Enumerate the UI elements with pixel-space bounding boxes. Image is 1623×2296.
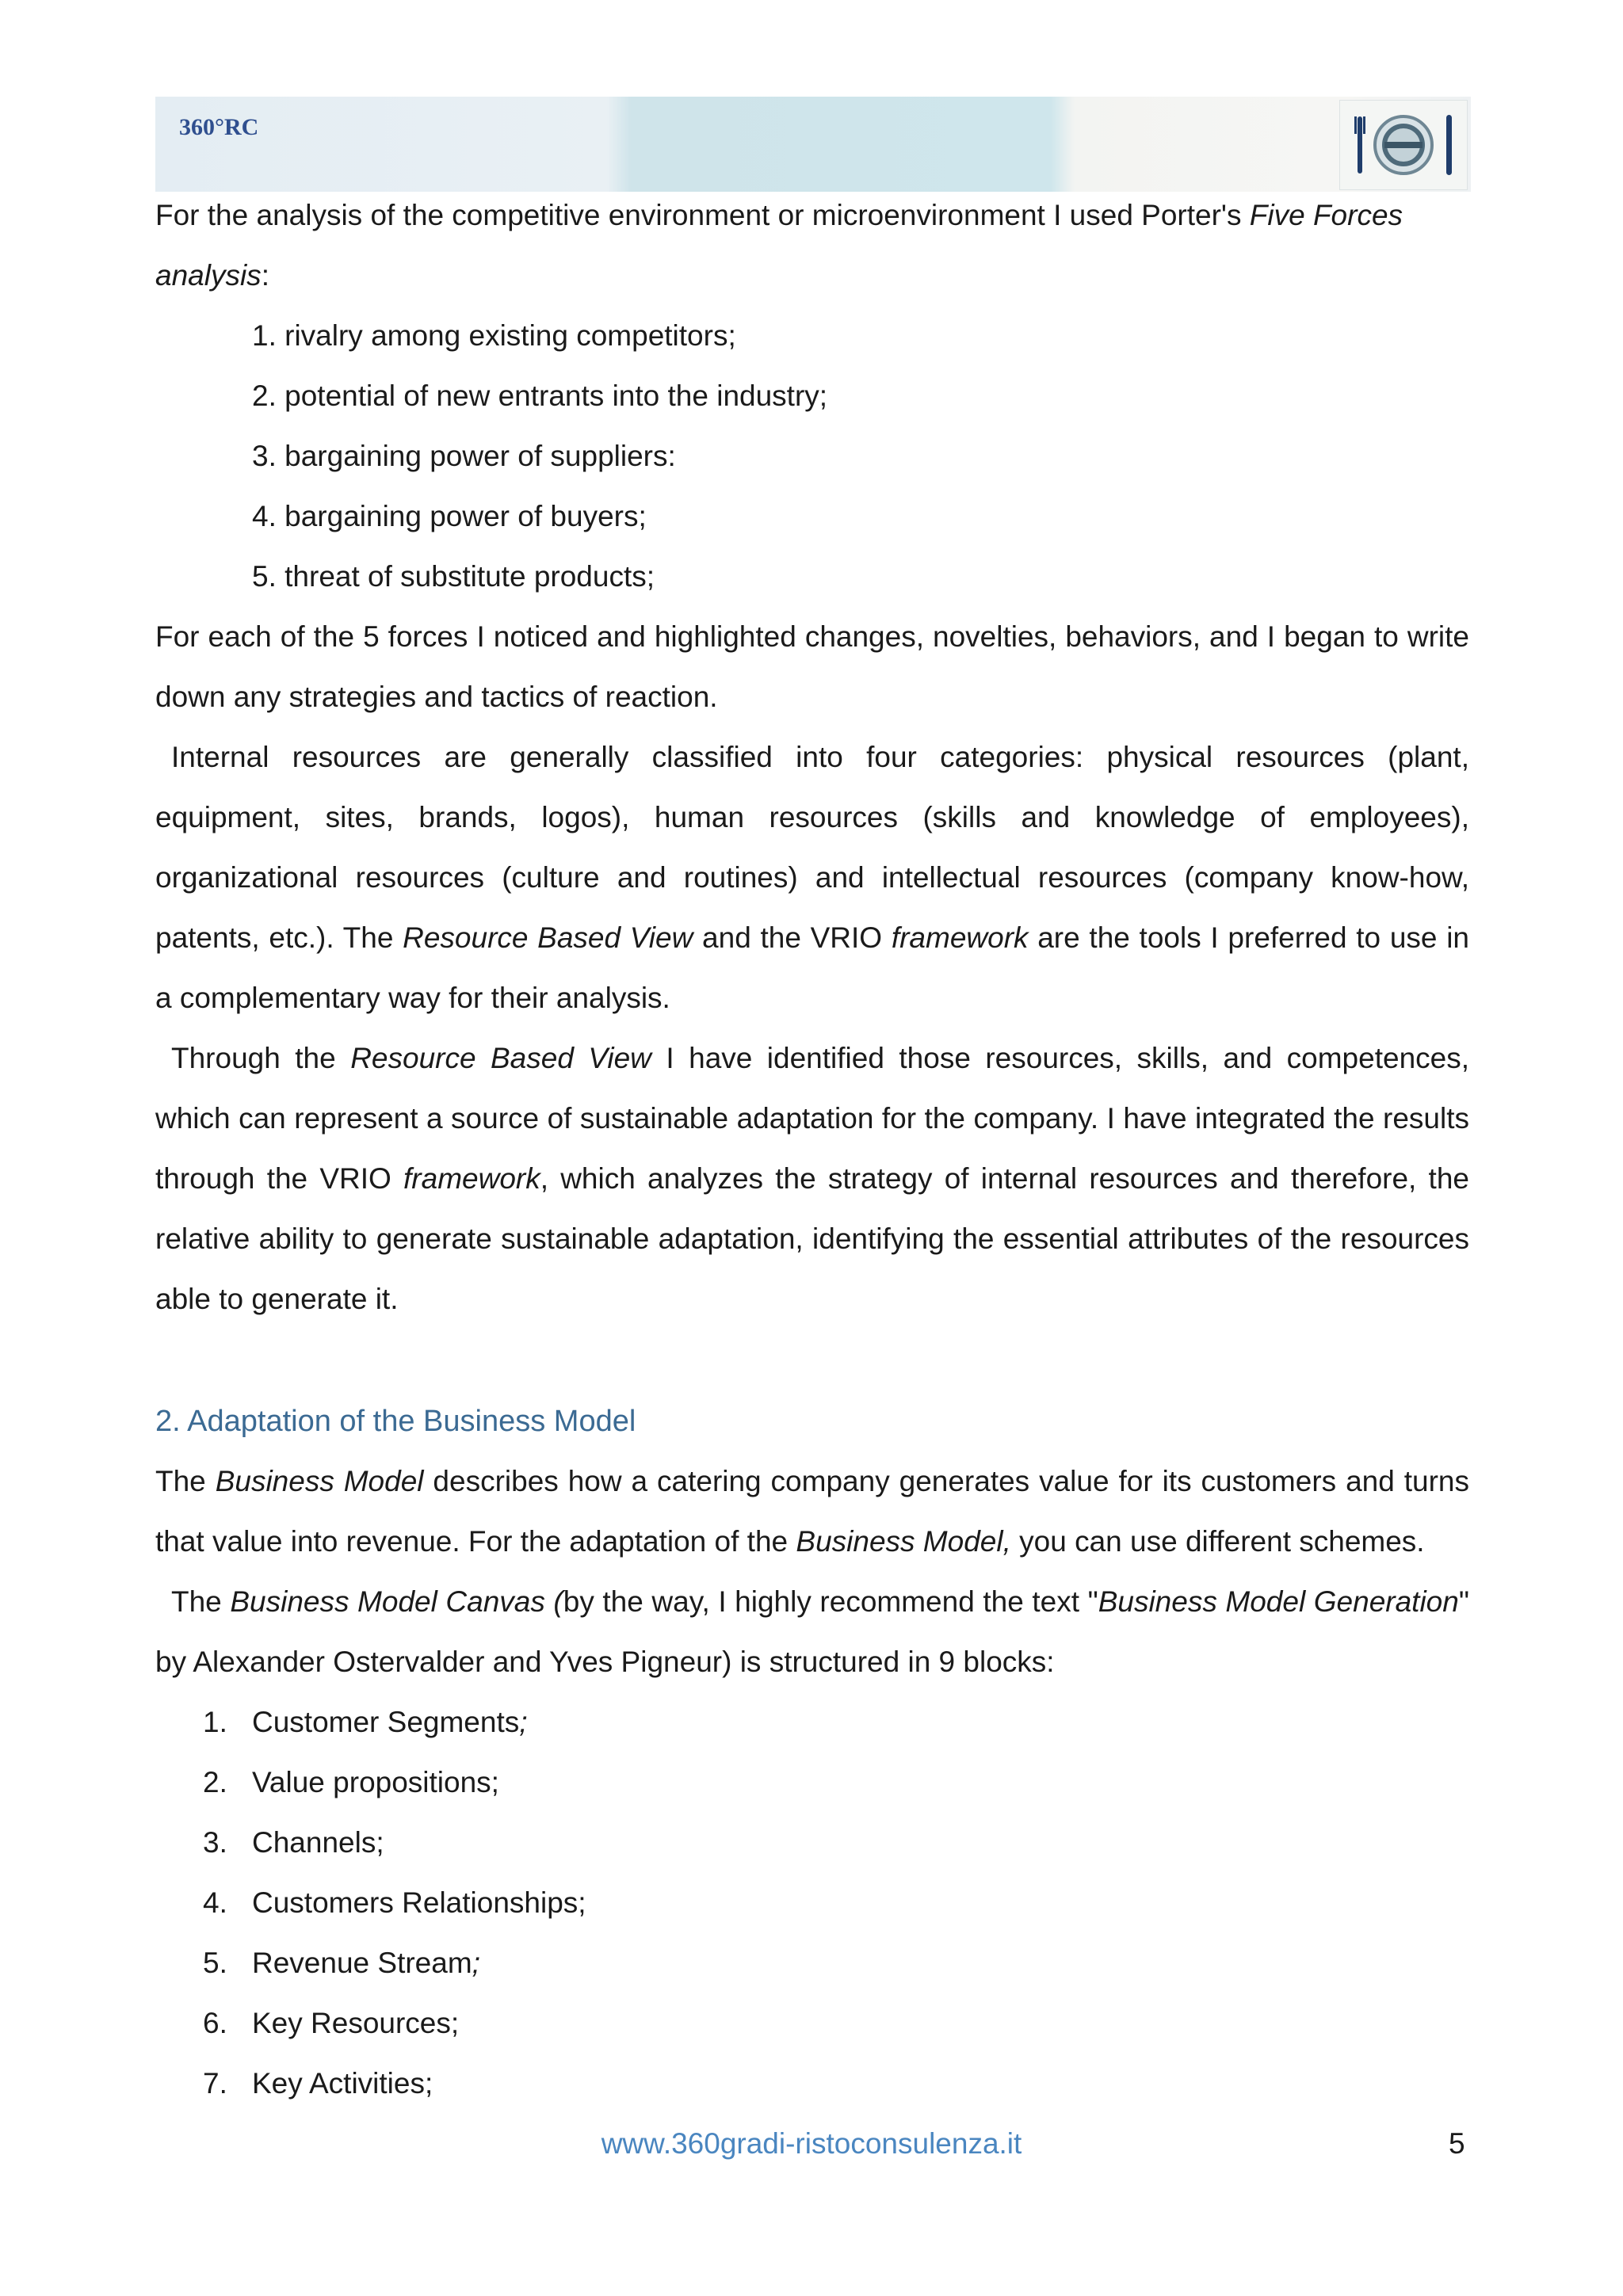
page-number: 5 [1449, 2127, 1465, 2160]
five-forces-item: 3. bargaining power of suppliers: [252, 440, 676, 472]
footer-website-link[interactable]: www.360gradi-ristoconsulenza.it [601, 2127, 1022, 2160]
intro-text: For the analysis of the competitive environment or microenvironment I used Porter's [155, 199, 1250, 231]
paragraph-business-model-canvas: The Business Model Canvas (by the way, I highly recommend the text "Business Model Generation" by Alexander Ostervalder and Yves Pigneur) is structured in 9 blocks: [155, 1585, 1469, 1678]
paragraph-resource-based-view: Through the Resource Based View I have identified those resources, skills, and competences, which can represent a source of sustainable adaptation for the company. I have integrated the results through the VRIO framework, which analyzes the strategy of internal resources and therefore, the relative ability to generate sustainable adaptation, identifying the essential attributes of the resources able to generate it. [155, 1042, 1469, 1315]
canvas-block-item: 6. Key Resources; [203, 2007, 460, 2039]
fork-knife-plate-logo [1339, 100, 1468, 190]
intro-emphasis-analysis: analysis [155, 259, 262, 292]
five-forces-item: 5. threat of substitute products; [252, 560, 655, 593]
intro-line-1 [155, 185, 1403, 246]
intro-line-2 [155, 246, 269, 306]
canvas-block-item: 5. Revenue Stream; [203, 1947, 480, 1979]
brand-name: 360°RC [179, 114, 259, 140]
paragraph-business-model: The Business Model describes how a catering company generates value for its customers and turns that value into revenue. For the adaptation of the Business Model, you can use different schemes. [155, 1465, 1469, 1558]
paragraph-internal-resources: Internal resources are generally classified into four categories: physical resources (plant, equipment, sites, brands, logos), human resources (skills and knowledge of employees), organizational resources (culture and routines) and intellectual resources (company know-how, patents, etc.). The Resource Based View and the VRIO framework are the tools I preferred to use in a complementary way for their analysis. [155, 741, 1469, 1014]
canvas-block-item: 7. Key Activities; [203, 2067, 433, 2100]
canvas-block-item: 2. Value propositions; [203, 1766, 499, 1798]
intro-emphasis-five-forces: Five Forces [1249, 199, 1403, 231]
section-heading: 2. Adaptation of the Business Model [155, 1405, 636, 1438]
five-forces-item: 4. bargaining power of buyers; [252, 500, 647, 532]
canvas-block-item: 3. Channels; [203, 1826, 384, 1859]
five-forces-item: 2. potential of new entrants into the industry; [252, 379, 828, 412]
canvas-block-item: 4. Customers Relationships; [203, 1886, 586, 1919]
header-banner [155, 97, 1471, 192]
intro-colon: : [261, 259, 269, 292]
five-forces-item: 1. rivalry among existing competitors; [252, 319, 736, 352]
canvas-block-item: 1. Customer Segments; [203, 1706, 528, 1738]
paragraph-forces-notes: For each of the 5 forces I noticed and highlighted changes, novelties, behaviors, and I began to write down any strategies and tactics of reaction. [155, 620, 1469, 713]
restaurant-logo-icon [1340, 101, 1467, 189]
